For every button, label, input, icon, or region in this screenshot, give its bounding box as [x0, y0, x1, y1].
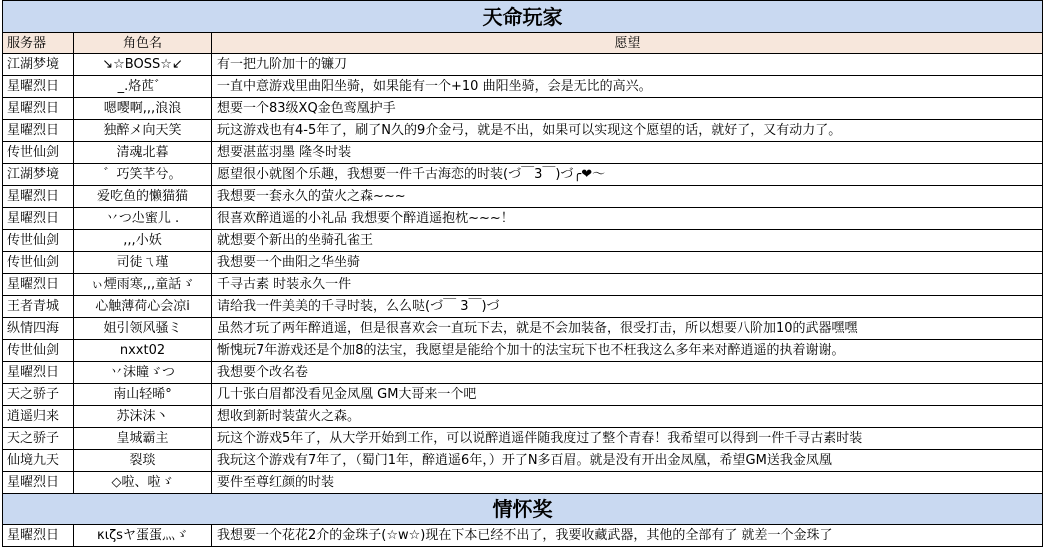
wish-cell: 虽然才玩了两年醉逍遥，但是很喜欢会一直玩下去，就是不会加装备，很受打击，所以想要八阶加10的武器嘿嘿: [212, 318, 1043, 340]
name-cell: ,,,小妖: [74, 230, 212, 252]
name-cell: nxxt02: [74, 340, 212, 362]
table-row: [3, 230, 1043, 252]
wish-table: [2, 0, 1043, 547]
name-cell: ゛巧笑芊兮。: [74, 164, 212, 186]
table-row: [3, 54, 1043, 76]
table-row: [3, 296, 1043, 318]
header-row: [3, 33, 1043, 54]
wish-cell: 我玩这个游戏有7年了，（蜀门1年，醉逍遥6年，）开了N多百眉。就是没有开出金凤凰，希望GM送我金凤凰: [212, 450, 1043, 472]
table-row: [3, 98, 1043, 120]
server-cell: 传世仙剑: [3, 230, 74, 252]
wish-cell: 我想要一个花花2介的金珠子(☆w☆)现在下本已经不出了，我要收藏武器，其他的全部有了 就差一个金珠了: [212, 525, 1043, 547]
server-cell: 王者青城: [3, 296, 74, 318]
name-cell: ◇啦、啦ゞ: [74, 472, 212, 494]
wish-cell: 几十张白眉都没看见金凤凰 GM大哥来一个吧: [212, 384, 1043, 406]
server-cell: 天之骄子: [3, 428, 74, 450]
name-cell: 心触薄荷心会凉i: [74, 296, 212, 318]
server-cell: 仙境九天: [3, 450, 74, 472]
server-cell: 江湖梦境: [3, 54, 74, 76]
server-cell: 传世仙剑: [3, 252, 74, 274]
wish-cell: 我想要个改名卷: [212, 362, 1043, 384]
name-cell: κιζsヤ蛋蛋灬ゞ: [74, 525, 212, 547]
server-cell: 星曜烈日: [3, 76, 74, 98]
wish-cell: 玩这游戏也有4-5年了，刷了N久的9介金弓，就是不出，如果可以实现这个愿望的话，就好了，又有动力了。: [212, 120, 1043, 142]
server-cell: 逍遥归来: [3, 406, 74, 428]
section-title: 情怀奖: [3, 494, 1043, 525]
name-cell: 丷つ尐蜜儿 .: [74, 208, 212, 230]
wish-cell: 想要湛蓝羽墨 隆冬时装: [212, 142, 1043, 164]
name-cell: 姐引领风骚ミ: [74, 318, 212, 340]
server-cell: 江湖梦境: [3, 164, 74, 186]
name-cell: ↘☆BOSS☆↙: [74, 54, 212, 76]
server-cell: 传世仙剑: [3, 340, 74, 362]
name-cell: 嗯嘤啊,,,浪浪: [74, 98, 212, 120]
wish-cell: 我想要一个曲阳之华坐骑: [212, 252, 1043, 274]
table-row: [3, 472, 1043, 494]
server-cell: 天之骄子: [3, 384, 74, 406]
table-row: [3, 318, 1043, 340]
server-cell: 星曜烈日: [3, 362, 74, 384]
server-cell: 星曜烈日: [3, 208, 74, 230]
table-row: [3, 450, 1043, 472]
table-row: [3, 384, 1043, 406]
table-row: [3, 120, 1043, 142]
wish-cell: 一直中意游戏里曲阳坐骑，如果能有一个+10 曲阳坐骑，会是无比的高兴。: [212, 76, 1043, 98]
server-cell: 星曜烈日: [3, 472, 74, 494]
table-row: [3, 186, 1043, 208]
column-header-wish: 愿望: [212, 33, 1043, 54]
name-cell: 苏沫沫丶: [74, 406, 212, 428]
wish-cell: 想要一个83级XQ金色鸾凰护手: [212, 98, 1043, 120]
server-cell: 传世仙剑: [3, 142, 74, 164]
column-header-server: 服务器: [3, 33, 74, 54]
column-header-name: 角色名: [74, 33, 212, 54]
server-cell: 星曜烈日: [3, 120, 74, 142]
table-row: [3, 252, 1043, 274]
name-cell: 独醉メ向天笑: [74, 120, 212, 142]
wish-cell: 玩这个游戏5年了，从大学开始到工作，可以说醉逍遥伴随我度过了整个青春！我希望可以得到一件千寻古素时装: [212, 428, 1043, 450]
wish-cell: 很喜欢醉逍遥的小礼品 我想要个醉逍遥抱枕~~~！: [212, 208, 1043, 230]
name-cell: _.烙苉゛: [74, 76, 212, 98]
name-cell: ぃ煙雨寒,,,童話ゞ: [74, 274, 212, 296]
name-cell: 丷沫瞳ゞつ: [74, 362, 212, 384]
wish-cell: 千寻古素 时装永久一件: [212, 274, 1043, 296]
server-cell: 星曜烈日: [3, 186, 74, 208]
table-row: [3, 525, 1043, 547]
table-row: [3, 362, 1043, 384]
wish-cell: 惭愧玩7年游戏还是个加8的法宝，我愿望是能给个加十的法宝玩下也不枉我这么多年来对醉逍遥的执着谢谢。: [212, 340, 1043, 362]
wish-cell: 有一把九阶加十的镰刀: [212, 54, 1043, 76]
wish-cell: 愿望很小就图个乐趣，我想要一件千古海恋的时装(づ￣3￣)づ╭❤～: [212, 164, 1043, 186]
table-row: [3, 340, 1043, 362]
name-cell: 清魂北暮: [74, 142, 212, 164]
name-cell: 南山轻晞°: [74, 384, 212, 406]
server-cell: 星曜烈日: [3, 98, 74, 120]
table-row: [3, 274, 1043, 296]
name-cell: 爱吃鱼的懒猫猫: [74, 186, 212, 208]
table-title: 天命玩家: [3, 1, 1043, 33]
wish-cell: 就想要个新出的坐骑孔雀王: [212, 230, 1043, 252]
server-cell: 纵情四海: [3, 318, 74, 340]
name-cell: 皇城霸主: [74, 428, 212, 450]
table-row: [3, 142, 1043, 164]
table-row: [3, 208, 1043, 230]
table-row: [3, 428, 1043, 450]
table-row: [3, 406, 1043, 428]
server-cell: 星曜烈日: [3, 525, 74, 547]
name-cell: 裂琰: [74, 450, 212, 472]
table-row: [3, 76, 1043, 98]
table-row: [3, 164, 1043, 186]
name-cell: 司徒ㄟ瑾: [74, 252, 212, 274]
wish-cell: 请给我一件美美的千寻时装，么么哒(づ￣ 3￣)づ: [212, 296, 1043, 318]
wish-cell: 要件至尊红颜的时装: [212, 472, 1043, 494]
server-cell: 星曜烈日: [3, 274, 74, 296]
wish-cell: 想收到新时装萤火之森。: [212, 406, 1043, 428]
title-row: [3, 1, 1043, 33]
section-title-row: [3, 494, 1043, 525]
wish-cell: 我想要一套永久的萤火之森~~~: [212, 186, 1043, 208]
